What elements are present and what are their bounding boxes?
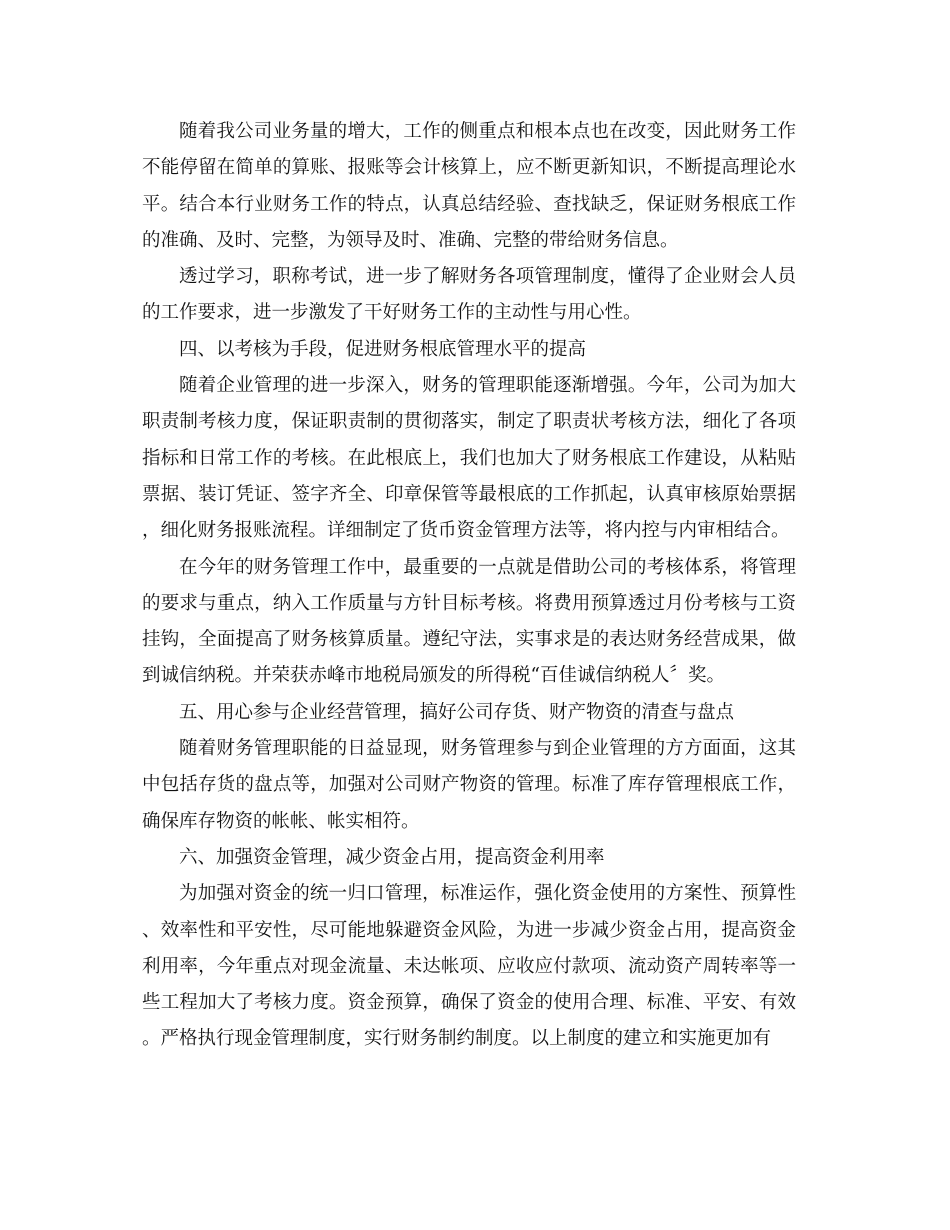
paragraph-study-exam: 透过学习，职称考试，进一步了解财务各项管理制度，懂得了企业财会人员的工作要求，进一步激发了干好财务工作的主动性与用心性。	[142, 266, 796, 324]
paragraph-inventory: 随着财务管理职能的日益显现，财务管理参与到企业管理的方方面面，这其中包括存货的盘点等，加强对公司财产物资的管理。标准了库存管理根底工作，确保库存物资的帐帐、帐实相符。	[142, 738, 796, 832]
document-body	[142, 114, 796, 1058]
paragraph-finance-knowledge: 随着我公司业务量的增大，工作的侧重点和根本点也在改变，因此财务工作不能停留在简单的算账、报账等会计核算上，应不断更新知识，不断提高理论水平。结合本行业财务工作的特点，认真总结经验、查找缺乏，保证财务根底工作的准确、及时、完整，为领导及时、准确、完整的带给财务信息。	[142, 121, 796, 251]
section-heading-5: 五、用心参与企业经营管理，搞好公司存货、财产物资的清查与盘点	[179, 701, 735, 723]
paragraph-assessment-system: 随着企业管理的进一步深入，财务的管理职能逐渐增强。今年，公司为加大职责制考核力度，保证职责制的贯彻落实，制定了职责状考核方法，细化了各项指标和日常工作的考核。在此根底上，我们也加大了财务根底工作建设，从粘贴票据、装订凭证、签字齐全、印章保管等最根底的工作抓起，认真审核原始票据，细化财务报账流程。详细制定了货币资金管理方法等，将内控与内审相结合。	[142, 375, 796, 542]
section-heading-4: 四、以考核为手段，促进财务根底管理水平的提高	[179, 338, 587, 360]
section-heading-6: 六、加强资金管理，减少资金占用，提高资金利用率	[179, 846, 605, 868]
paragraph-tax-honesty: 在今年的财务管理工作中，最重要的一点就是借助公司的考核体系，将管理的要求与重点，纳入工作质量与方针目标考核。将费用预算透过月份考核与工资挂钩，全面提高了财务核算质量。遵纪守法，实事求是的表达财务经营成果，做到诚信纳税。并荣获赤峰市地税局颁发的所得税“百佳诚信纳税人〞奖。	[142, 556, 796, 687]
paragraph-capital-management: 为加强对资金的统一归口管理，标准运作，强化资金使用的方案性、预算性、效率性和平安性，尽可能地躲避资金风险，为进一步减少资金占用，提高资金利用率，今年重点对现金流量、未达帐项、应收应付款项、流动资产周转率等一些工程加大了考核力度。资金预算，确保了资金的使用合理、标准、平安、有效。严格执行现金管理制度，实行财务制约制度。以上制度的建立和实施更加有	[142, 883, 796, 1050]
